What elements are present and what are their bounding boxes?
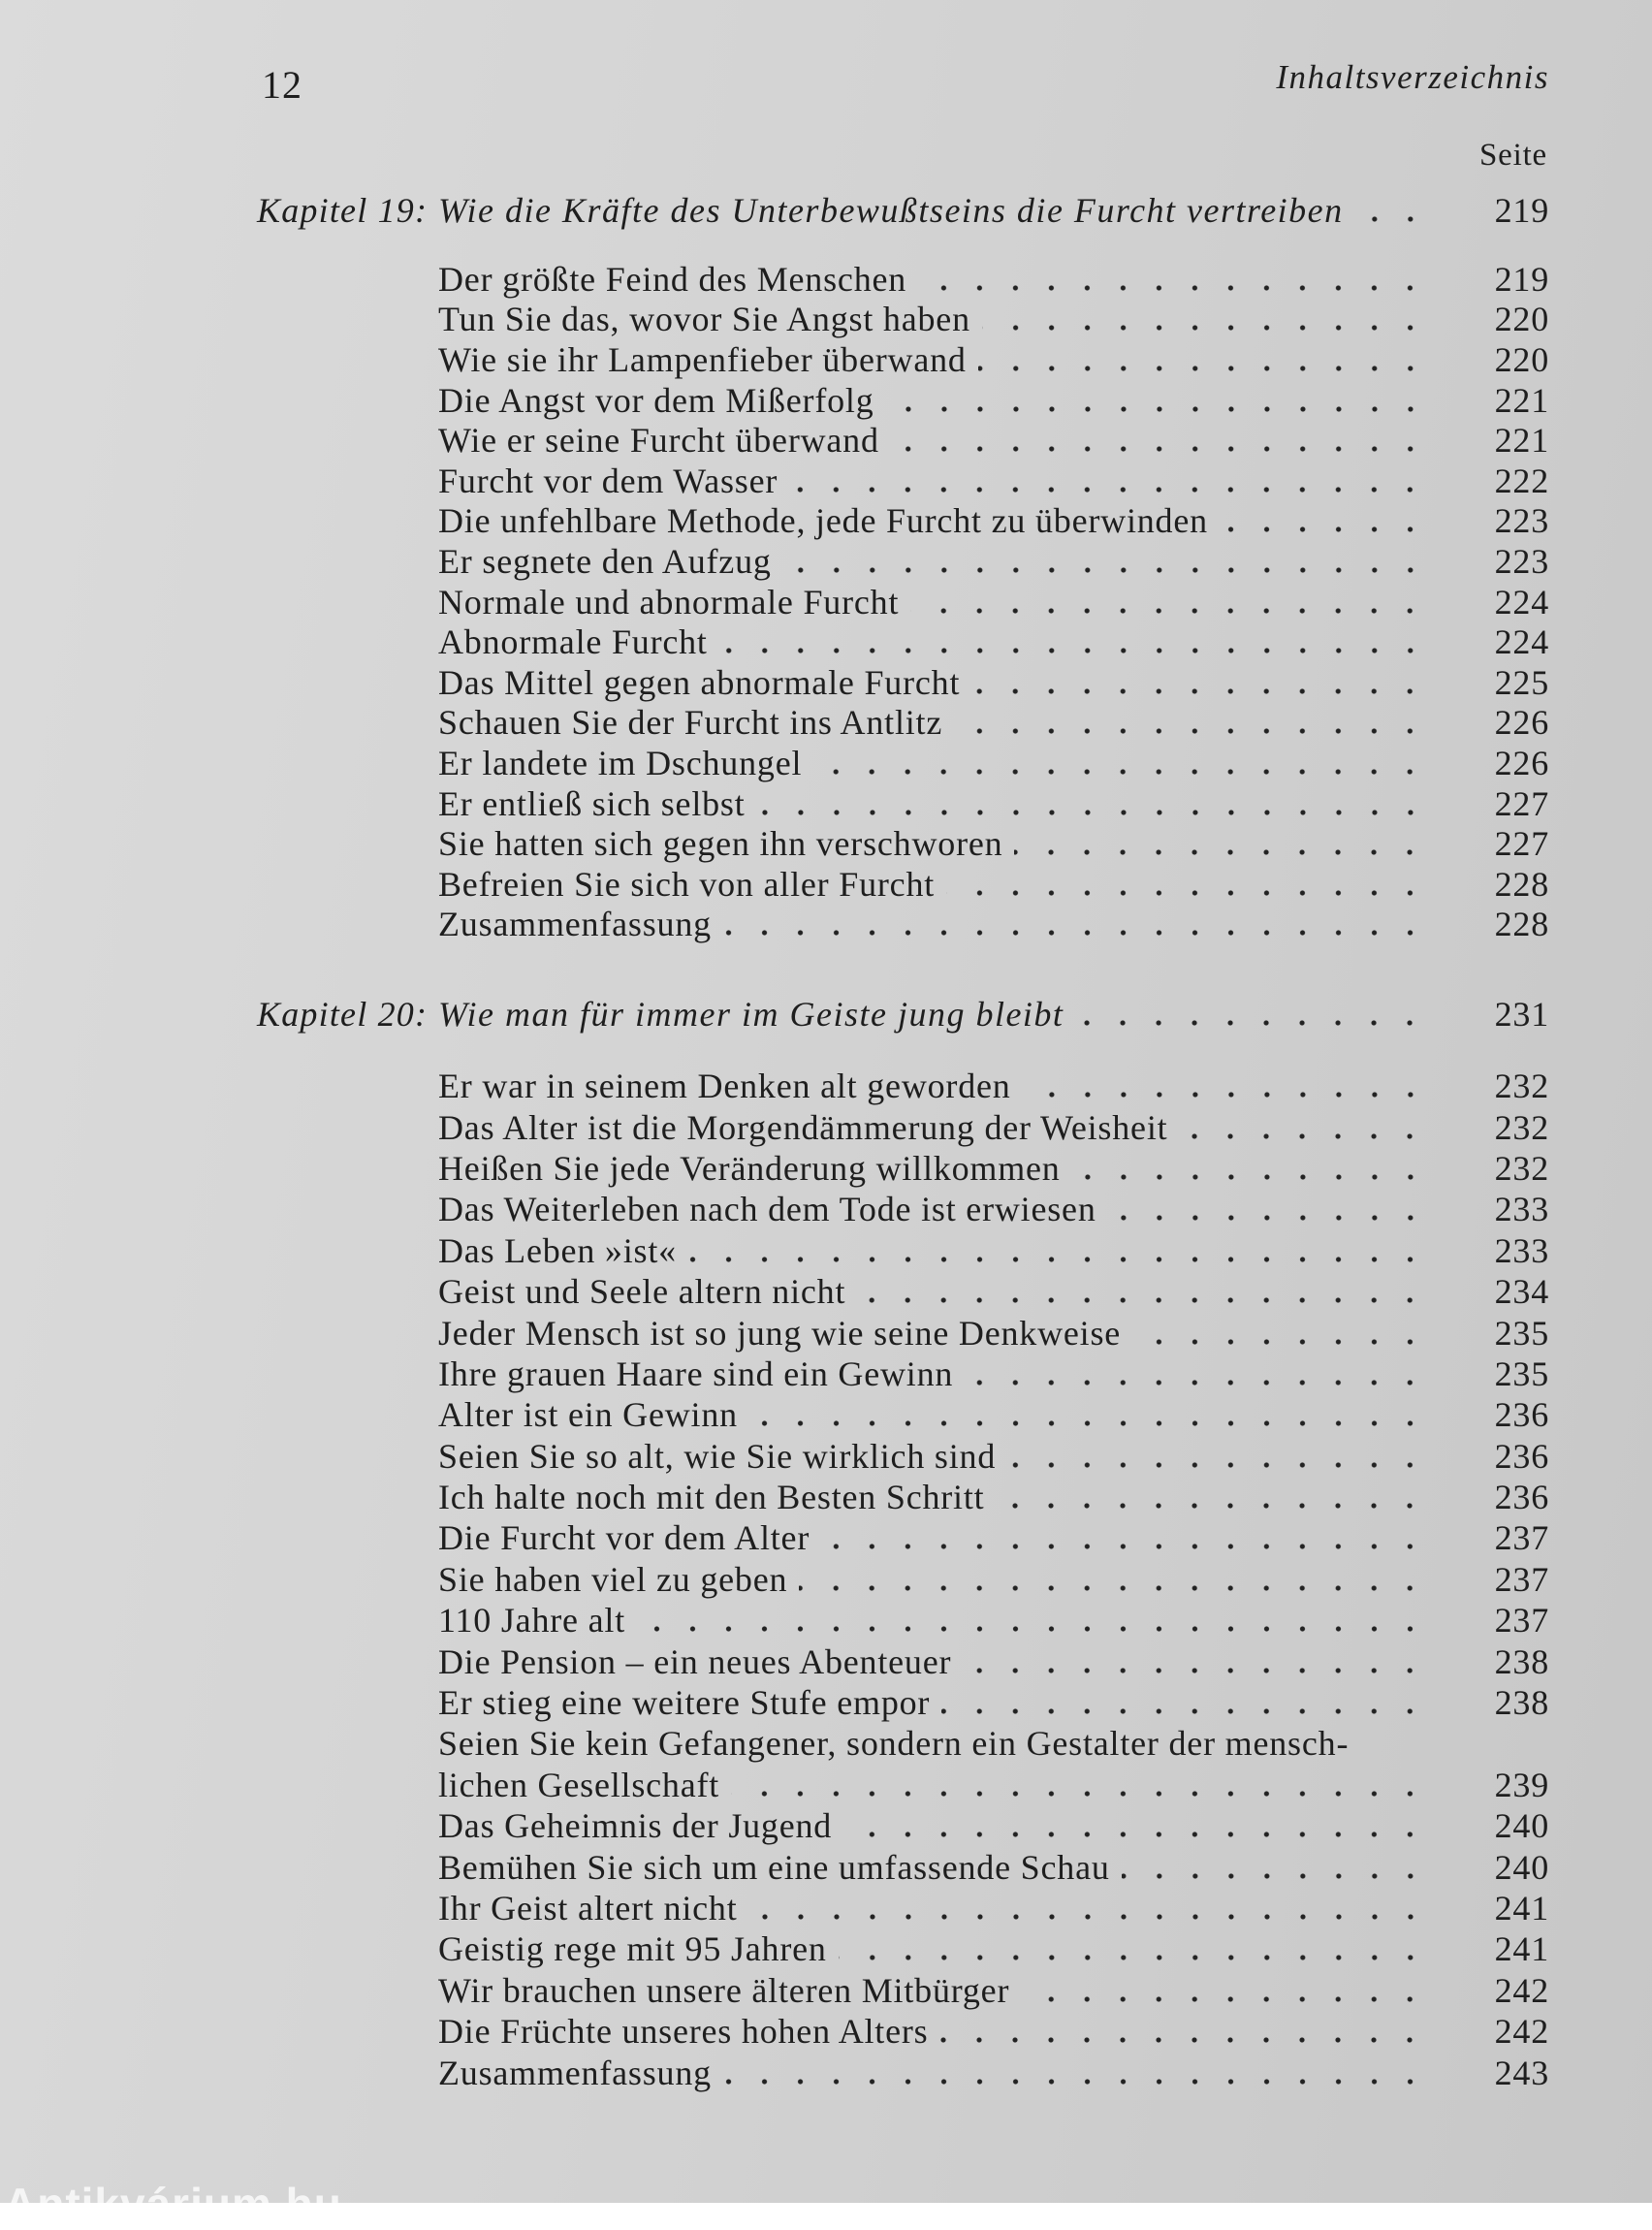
entry-title: Die Pension – ein neues Abenteuer xyxy=(438,1641,952,1681)
chapter-label: Kapitel 20: xyxy=(257,995,429,1034)
dot-leader xyxy=(954,728,1428,734)
entry-title: Er segnete den Aufzug xyxy=(438,541,772,581)
toc-entry xyxy=(438,2052,1549,2092)
entry-page-number: 241 xyxy=(1494,1889,1549,1927)
entry-page-number: 241 xyxy=(1494,1929,1549,1969)
entry-title: Das Alter ist die Morgendämmerung der Weisheit xyxy=(438,1107,1168,1147)
toc-entry xyxy=(438,823,1549,864)
entry-title: Geist und Seele altern nicht xyxy=(438,1272,846,1312)
entry-title: Zusammenfassung xyxy=(438,2053,712,2092)
toc-entry xyxy=(438,1888,1549,1928)
chapter-label: Kapitel 19: xyxy=(257,191,429,230)
toc-entry xyxy=(438,743,1549,783)
dot-leader xyxy=(1021,1996,1428,2002)
watermark xyxy=(0,2179,427,2229)
dot-leader xyxy=(1075,1020,1428,1026)
toc-entry xyxy=(438,1805,1549,1846)
toc-entry xyxy=(438,1271,1549,1312)
entry-title: Er entließ sich selbst xyxy=(438,783,746,823)
dot-leader xyxy=(719,648,1428,653)
entry-title: Heißen Sie jede Veränderung willkommen xyxy=(438,1148,1061,1188)
entry-title: Er war in seinem Denken alt geworden xyxy=(438,1067,1011,1106)
toc-entry xyxy=(438,1641,1549,1681)
entry-page-number: 226 xyxy=(1494,703,1549,743)
toc-entry xyxy=(438,380,1549,421)
dot-leader xyxy=(839,1955,1428,1960)
entry-title: Das Geheimnis der Jugend xyxy=(438,1806,833,1846)
entry-title: Ich halte noch mit den Besten Schritt xyxy=(438,1478,985,1517)
entry-page-number: 235 xyxy=(1494,1354,1549,1393)
running-title: Inhaltsverzeichnis xyxy=(1276,58,1549,96)
entry-page-number: 234 xyxy=(1494,1272,1549,1312)
dot-leader xyxy=(757,810,1428,815)
entry-page-number: 228 xyxy=(1494,905,1549,944)
entry-title: Jeder Mensch ist so jung wie seine Denkweise xyxy=(438,1313,1122,1353)
toc-entry-continuation xyxy=(438,1765,1549,1805)
dot-leader xyxy=(749,1420,1428,1426)
entry-page-number: 237 xyxy=(1494,1518,1549,1558)
entry-page-number: 240 xyxy=(1494,1806,1549,1846)
entry-title: Die Furcht vor dem Alter xyxy=(438,1518,810,1558)
entry-title: Bemühen Sie sich um eine umfassende Schau xyxy=(438,1847,1110,1887)
entry-title: Das Weiterleben nach dem Tode ist erwiesen xyxy=(438,1190,1096,1229)
entry-title: Die unfehlbare Methode, jede Furcht zu überwinden xyxy=(438,501,1208,541)
toc-entry xyxy=(438,420,1549,461)
entry-page-number: 233 xyxy=(1494,1190,1549,1229)
entry-page-number: 228 xyxy=(1494,864,1549,904)
entry-page-number: 233 xyxy=(1494,1230,1549,1270)
dot-leader xyxy=(857,1297,1428,1303)
dot-leader xyxy=(1179,1133,1428,1139)
toc-entry xyxy=(438,1354,1549,1394)
entry-title: Sie haben viel zu geben xyxy=(438,1559,788,1599)
toc-entry xyxy=(438,1189,1549,1229)
toc-entry xyxy=(438,1600,1549,1641)
chapter-page-number: 219 xyxy=(1494,191,1549,230)
dot-leader xyxy=(783,567,1428,573)
entry-page-number: 235 xyxy=(1494,1313,1549,1353)
dot-leader xyxy=(1132,1339,1428,1345)
toc-entry xyxy=(438,582,1549,622)
entry-page-number: 227 xyxy=(1494,824,1549,864)
entry-page-number: 232 xyxy=(1494,1107,1549,1147)
entry-title: Die Früchte unseres hohen Alters xyxy=(438,2012,929,2052)
entry-page-number: 236 xyxy=(1494,1395,1549,1435)
dot-leader xyxy=(946,890,1428,896)
dot-leader xyxy=(982,325,1428,331)
dot-leader xyxy=(886,406,1428,412)
entry-title: Er stieg eine weitere Stufe empor xyxy=(438,1683,931,1723)
chapter-heading xyxy=(257,994,1549,1035)
entry-page-number: 221 xyxy=(1494,380,1549,420)
entry-title: Furcht vor dem Wasser xyxy=(438,461,778,500)
entry-page-number: 238 xyxy=(1494,1683,1549,1723)
toc-entry xyxy=(438,501,1549,542)
toc-entry xyxy=(438,1477,1549,1517)
toc-entry xyxy=(438,1106,1549,1147)
page-number: 12 xyxy=(262,63,302,107)
entry-title: Geistig rege mit 95 Jahren xyxy=(438,1929,827,1969)
dot-leader xyxy=(723,930,1428,936)
dot-leader xyxy=(1355,216,1428,222)
dot-leader xyxy=(996,1503,1428,1509)
toc-entry xyxy=(438,783,1549,824)
entry-title: Befreien Sie sich von aller Furcht xyxy=(438,864,936,904)
entry-page-number: 236 xyxy=(1494,1478,1549,1517)
chapter-heading xyxy=(257,190,1549,231)
dot-leader xyxy=(971,688,1428,694)
toc-entry xyxy=(438,1970,1549,2011)
chapter-title: Wie die Kräfte des Unterbewußtseins die Furcht vertreiben xyxy=(438,191,1344,230)
toc-entry xyxy=(438,1394,1549,1435)
entry-title: Wie sie ihr Lampenfieber überwand xyxy=(438,339,967,379)
entry-title: Das Leben »ist« xyxy=(438,1230,677,1270)
dot-leader xyxy=(1007,1462,1428,1468)
dot-leader xyxy=(843,1832,1428,1837)
entry-page-number: 225 xyxy=(1494,662,1549,702)
dot-leader xyxy=(1122,1873,1428,1879)
toc-entry xyxy=(438,1066,1549,1106)
toc-entry xyxy=(438,1436,1549,1477)
entry-page-number: 224 xyxy=(1494,622,1549,662)
toc-entry xyxy=(438,905,1549,945)
entry-page-number: 220 xyxy=(1494,339,1549,379)
entry-page-number: 237 xyxy=(1494,1559,1549,1599)
entry-page-number: 232 xyxy=(1494,1067,1549,1106)
dot-leader xyxy=(1023,1092,1428,1098)
dot-leader xyxy=(813,769,1428,775)
entry-title: 110 Jahre alt xyxy=(438,1601,626,1641)
entry-title: Die Angst vor dem Mißerfolg xyxy=(438,380,874,420)
toc-entry xyxy=(438,621,1549,662)
dot-leader xyxy=(821,1544,1428,1549)
chapter-entry-list xyxy=(438,1066,1549,2093)
entry-title: Abnormale Furcht xyxy=(438,622,708,662)
dot-leader xyxy=(731,1791,1428,1797)
entry-page-number: 227 xyxy=(1494,783,1549,823)
dot-leader xyxy=(1220,526,1428,532)
entry-page-number: 219 xyxy=(1494,259,1549,299)
entry-title: Seien Sie kein Gefangener, sondern ein Gestalter der mensch- xyxy=(438,1724,1350,1764)
entry-title: Sie hatten sich gegen ihn verschworen xyxy=(438,824,1003,864)
toc-entry xyxy=(438,1559,1549,1600)
toc-entry xyxy=(438,1846,1549,1887)
dot-leader xyxy=(939,2037,1428,2043)
toc-entry xyxy=(438,259,1549,300)
entry-page-number: 237 xyxy=(1494,1601,1549,1641)
toc-entry xyxy=(438,1928,1549,1969)
entry-title: Ihre grauen Haare sind ein Gewinn xyxy=(438,1354,954,1393)
entry-page-number: 232 xyxy=(1494,1148,1549,1188)
dot-leader xyxy=(789,487,1428,493)
toc-entry xyxy=(438,1723,1549,1764)
entry-page-number: 222 xyxy=(1494,461,1549,500)
entry-page-number: 242 xyxy=(1494,1970,1549,2010)
entry-title: Er landete im Dschungel xyxy=(438,743,803,782)
entry-page-number: 242 xyxy=(1494,2012,1549,2052)
entry-page-number: 226 xyxy=(1494,743,1549,782)
toc-entry xyxy=(438,1682,1549,1723)
dot-leader xyxy=(918,285,1428,291)
dot-leader xyxy=(965,1380,1428,1386)
toc-entry xyxy=(438,300,1549,340)
toc-entry xyxy=(438,1148,1549,1189)
toc-entry xyxy=(438,339,1549,380)
dot-leader xyxy=(799,1585,1428,1591)
entry-page-number: 243 xyxy=(1494,2053,1549,2092)
entry-page-number: 236 xyxy=(1494,1436,1549,1476)
entry-title: Zusammenfassung xyxy=(438,905,712,944)
entry-title: Seien Sie so alt, wie Sie wirklich sind xyxy=(438,1436,997,1476)
chapter-title: Wie man für immer im Geiste jung bleibt xyxy=(438,995,1064,1034)
entry-page-number: 240 xyxy=(1494,1847,1549,1887)
entry-page-number: 224 xyxy=(1494,582,1549,621)
toc-entry xyxy=(438,864,1549,905)
toc-entry xyxy=(438,1517,1549,1558)
entry-title: Wie er seine Furcht überwand xyxy=(438,421,879,461)
chapter-entry-list xyxy=(438,259,1549,944)
dot-leader xyxy=(637,1626,1428,1632)
entry-title: Der größte Feind des Menschen xyxy=(438,259,907,299)
watermark-text: Antikvárium.hu xyxy=(4,2179,342,2229)
dot-leader xyxy=(941,1708,1428,1714)
toc-entry xyxy=(438,541,1549,582)
toc-entry xyxy=(438,662,1549,703)
dot-leader xyxy=(1014,849,1428,855)
entry-title: Tun Sie das, wovor Sie Angst haben xyxy=(438,300,970,339)
entry-page-number: 223 xyxy=(1494,541,1549,581)
dot-leader xyxy=(910,608,1428,614)
dot-leader xyxy=(978,366,1428,371)
entry-title: Das Mittel gegen abnormale Furcht xyxy=(438,662,961,702)
entry-page-number: 239 xyxy=(1494,1765,1549,1804)
dot-leader xyxy=(1108,1215,1428,1221)
dot-leader xyxy=(749,1914,1428,1920)
entry-page-number: 238 xyxy=(1494,1641,1549,1681)
entry-title: Ihr Geist altert nicht xyxy=(438,1889,738,1927)
toc-entry xyxy=(438,2011,1549,2052)
toc-entry xyxy=(438,1312,1549,1353)
chapter-page-number: 231 xyxy=(1494,995,1549,1034)
toc-entry xyxy=(438,461,1549,501)
entry-title-continuation: lichen Gesellschaft xyxy=(438,1765,720,1804)
dot-leader xyxy=(891,446,1428,452)
entry-title: Normale und abnormale Furcht xyxy=(438,582,900,621)
entry-page-number: 221 xyxy=(1494,421,1549,461)
toc-entry xyxy=(438,703,1549,744)
dot-leader xyxy=(688,1257,1428,1262)
entry-title: Wir brauchen unsere älteren Mitbürger xyxy=(438,1970,1010,2010)
entry-title: Schauen Sie der Furcht ins Antlitz xyxy=(438,703,943,743)
dot-leader xyxy=(963,1668,1428,1673)
page-column-label: Seite xyxy=(1479,138,1547,173)
entry-title: Alter ist ein Gewinn xyxy=(438,1395,738,1435)
entry-page-number: 223 xyxy=(1494,501,1549,541)
dot-leader xyxy=(1072,1174,1428,1180)
toc-entry xyxy=(438,1230,1549,1271)
entry-page-number: 220 xyxy=(1494,300,1549,339)
dot-leader xyxy=(723,2079,1428,2085)
